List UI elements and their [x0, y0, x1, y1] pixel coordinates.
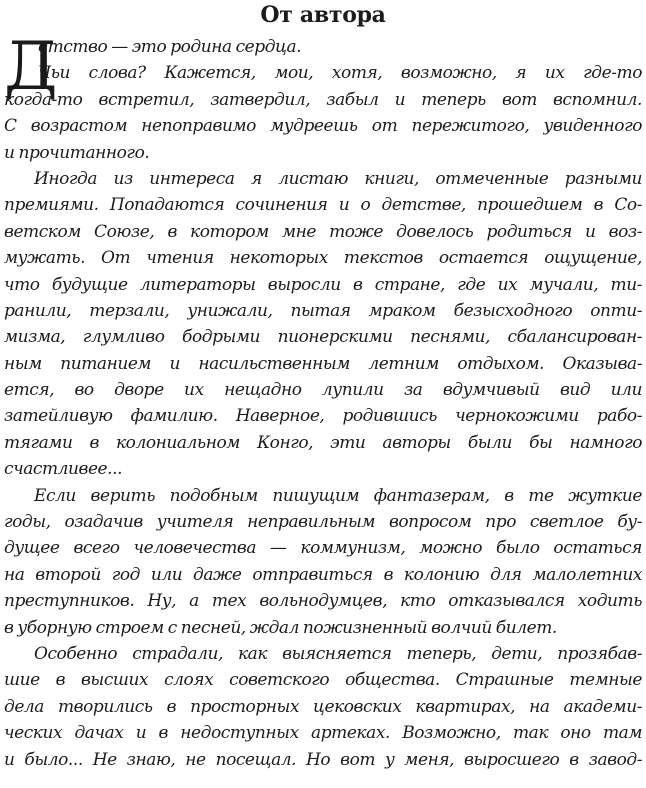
- text-line: ным питанием и насильственным летним отдыхом. Оказыва-: [4, 353, 642, 374]
- text-line: и прочитанного.: [4, 142, 150, 163]
- text-line: С возрастом непоправимо мудреешь от пережитого, увиденного: [4, 116, 642, 137]
- text-line: шие в высших слоях советского общества. Страшные темные: [4, 670, 642, 691]
- text-line: мизма, глумливо бодрыми пионерскими песнями, сбалансирован-: [4, 327, 642, 348]
- text-line: Если верить подобным пишущим фантазерам, в те жуткие: [34, 485, 642, 506]
- text-line: что будущие литераторы выросли в стране, где их мучали, ти-: [4, 274, 642, 295]
- text-line: дела творились в просторных цековских квартирах, на академи-: [4, 696, 642, 717]
- text-line: счастливее...: [4, 459, 123, 480]
- text-line: дущее всего человечества — коммунизм, можно было остаться: [4, 538, 642, 559]
- text-line: затейливую фамилию. Наверное, родившись чернокожими рабо-: [4, 406, 642, 427]
- text-line: преступников. Ну, а тех вольнодумцев, кто отказывался ходить: [4, 591, 642, 612]
- drop-cap-letter: Д: [4, 28, 58, 105]
- chapter-title: От автора: [260, 2, 386, 28]
- book-page: [4, 0, 642, 773]
- text-line: премиями. Попадаются сочинения и о детстве, прошедшем в Со-: [4, 195, 642, 216]
- second-paragraph: [4, 166, 642, 483]
- text-line: Иногда из интереса я листаю книги, отмеченные разными: [34, 168, 642, 189]
- text-line: ческих дачах и в недоступных артеках. Возможно, так оно там: [4, 723, 642, 744]
- text-line: ранили, терзали, унижали, пытая мраком безысходного опти-: [4, 300, 642, 321]
- text-line: в уборную строем с песней, ждал пожизненный волчий билет.: [4, 617, 557, 638]
- text-line: Особенно страдали, как выясняется теперь, дети, прозябав-: [34, 643, 642, 664]
- text-line: етство — это родина сердца.: [38, 37, 302, 57]
- text-line: тягами в колониальном Конго, эти авторы были бы намного: [4, 432, 642, 453]
- text-line: Чьи слова? Кажется, мои, хотя, возможно, я их где-то: [38, 63, 642, 84]
- text-line: годы, озадачив учителя неправильным вопросом про светлое бу-: [4, 512, 642, 533]
- fourth-paragraph: [4, 641, 642, 773]
- first-paragraph: [4, 28, 642, 166]
- text-line: на второй год или даже отправиться в колонию для малолетних: [4, 564, 642, 585]
- text-line: и было... Не знаю, не посещал. Но вот у меня, выросшего в завод-: [4, 749, 642, 770]
- text-line: ется, во дворе их нещадно лупили за вдумчивый вид или: [4, 380, 642, 401]
- third-paragraph: [4, 483, 642, 641]
- text-line: когда-то встретил, затвердил, забыл и теперь вот вспомнил.: [4, 89, 642, 110]
- text-line: ветском Союзе, в котором мне тоже довелось родиться и воз-: [4, 221, 642, 242]
- text-line: мужать. От чтения некоторых текстов остается ощущение,: [4, 248, 642, 269]
